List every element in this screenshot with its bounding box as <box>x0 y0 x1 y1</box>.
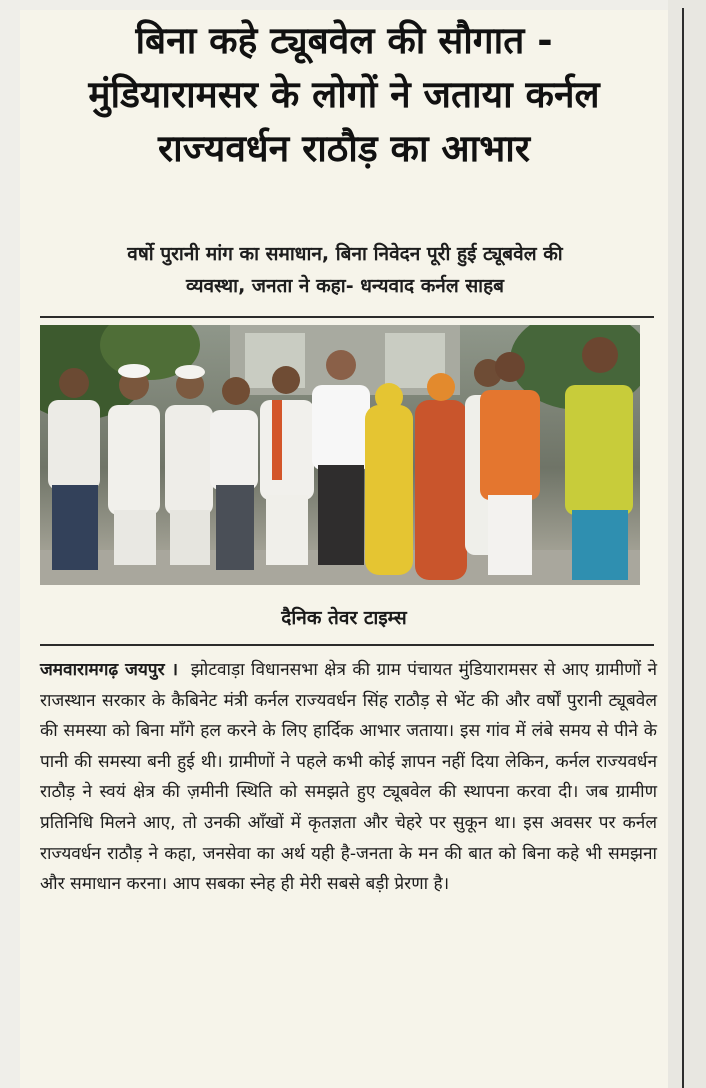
photo-credit: दैनिक तेवर टाइम्स <box>281 607 407 629</box>
headline <box>22 14 666 176</box>
subhead-line-2: व्यवस्था, जनता ने कहा- धन्यवाद कर्नल साहब <box>185 275 505 297</box>
headline-line-1: बिना कहे ट्यूबवेल की सौगात - <box>135 19 553 62</box>
top-rule <box>40 316 654 318</box>
headline-line-3: राज्यवर्धन राठौड़ का आभार <box>158 127 530 170</box>
group-photo-illustration <box>40 325 640 585</box>
column-divider <box>682 8 684 1088</box>
body-paragraph: झोटवाड़ा विधानसभा क्षेत्र की ग्राम पंचायत मुंडियारामसर से आए ग्रामीणों ने राजस्थान सरकार के कैबिनेट मंत्री कर्नल राज्यवर्धन सिंह राठौड़ से भेंट की और वर्षों पुरानी ट्यूबवेल की समस्या को बिना माँगे हल करने के लिए हार्दिक आभार जताया। इस गांव में लंबे समय से पीने के पानी की समस्या बनी हुई थी। ग्रामीणों ने पहले कभी कोई ज्ञापन नहीं दिया लेकिन, कर्नल राज्यवर्धन राठौड़ ने स्वयं क्षेत्र की ज़मीनी स्थिति को समझते हुए ट्यूबवेल की स्थापना करवा दी। जब ग्रामीण प्रतिनिधि मिलने आए, तो उनकी आँखों में कृतज्ञता और चेहरे पर सुकून था। इस अवसर पर कर्नल राज्यवर्धन राठौड़ ने कहा, जनसेवा का अर्थ यही है-जनता के मन की बात को बिना कहे भी समझना और समाधान करना। आप सबका स्नेह ही मेरी सबसे बड़ी प्रेरणा है। <box>40 660 657 895</box>
bottom-rule <box>40 644 654 646</box>
dateline: जमवारामगढ़ जयपुर । <box>40 660 179 680</box>
article-body <box>40 655 657 900</box>
subheadline <box>30 238 660 302</box>
group-photo <box>40 325 640 585</box>
subhead-line-1: वर्षो पुरानी मांग का समाधान, बिना निवेदन पूरी हुई ट्यूबवेल की <box>127 243 563 265</box>
headline-line-2: मुंडियारामसर के लोगों ने जताया कर्नल <box>88 73 600 116</box>
adjacent-column-edge <box>668 0 706 1088</box>
